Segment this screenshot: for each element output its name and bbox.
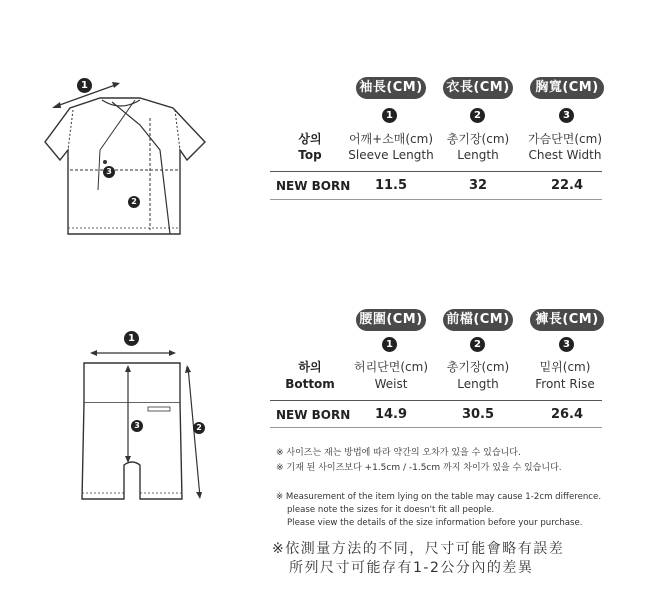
bottom-value-length: 30.5 bbox=[461, 407, 495, 422]
top-garment-illustration bbox=[40, 70, 220, 240]
note-kr-1: ※ 사이즈는 재는 방법에 따라 약간의 오차가 있을 수 있습니다. bbox=[276, 448, 521, 458]
note-cn-2: 所列尺寸可能存有1-2公分內的差異 bbox=[289, 560, 534, 576]
bottom-col-length-kr: 총기장(cm) bbox=[446, 360, 510, 374]
top-row-label-kr: 상의 bbox=[298, 132, 322, 146]
top-col-sleeve-kr: 어깨+소매(cm) bbox=[348, 132, 434, 146]
top-marker-3: 3 bbox=[103, 166, 115, 178]
top-badge-chest: 胸寬(CM) bbox=[530, 77, 604, 99]
bottom-num-1: 1 bbox=[382, 337, 397, 352]
bottom-num-2: 2 bbox=[470, 337, 485, 352]
top-col-chest-kr: 가슴단면(cm) bbox=[527, 132, 603, 146]
top-col-length-en: Length bbox=[457, 148, 499, 162]
bottom-badge-rise: 前檔(CM) bbox=[443, 309, 513, 331]
top-col-sleeve-en: Sleeve Length bbox=[348, 148, 434, 162]
bottom-marker-3: 3 bbox=[131, 420, 143, 432]
top-table-divider-top bbox=[270, 171, 602, 172]
bottom-marker-1: 1 bbox=[124, 331, 139, 346]
top-badge-sleeve: 袖長(CM) bbox=[356, 77, 426, 99]
top-col-chest-en: Chest Width bbox=[528, 148, 602, 162]
bottom-marker-2: 2 bbox=[193, 422, 205, 434]
note-en-1: ※ Measurement of the item lying on the table may cause 1-2cm difference. bbox=[276, 492, 602, 502]
bottom-badge-pants-length: 褲長(CM) bbox=[530, 309, 604, 331]
bottom-row-label-kr: 하의 bbox=[298, 360, 322, 374]
top-marker-2: 2 bbox=[128, 196, 140, 208]
top-num-2: 2 bbox=[470, 108, 485, 123]
top-value-sleeve: 11.5 bbox=[374, 178, 408, 193]
bottom-value-rise: 26.4 bbox=[550, 407, 584, 422]
bottom-col-length-en: Length bbox=[457, 377, 499, 391]
top-value-chest: 22.4 bbox=[550, 178, 584, 193]
top-marker-1: 1 bbox=[77, 78, 92, 93]
bottom-num-3: 3 bbox=[559, 337, 574, 352]
top-value-length: 32 bbox=[468, 178, 488, 193]
bottom-col-rise-kr: 밑위(cm) bbox=[539, 360, 591, 374]
note-en-2: please note the sizes for it doesn't fit all people. bbox=[287, 505, 495, 515]
bottom-table-divider-top bbox=[270, 400, 602, 401]
bottom-col-waist-en: Weist bbox=[374, 377, 408, 391]
top-row-label-en: Top bbox=[298, 148, 322, 162]
bottom-size-name: NEW BORN bbox=[276, 408, 351, 422]
note-cn-1: ※依測量方法的不同，尺寸可能會略有誤差 bbox=[272, 541, 565, 557]
note-en-3: Please view the details of the size information before your purchase. bbox=[287, 518, 583, 528]
bottom-badge-waist: 腰圍(CM) bbox=[356, 309, 426, 331]
top-size-name: NEW BORN bbox=[276, 179, 351, 193]
top-num-1: 1 bbox=[382, 108, 397, 123]
bottom-value-waist: 14.9 bbox=[374, 407, 408, 422]
bottom-table-divider-bottom bbox=[270, 427, 602, 428]
bottom-row-label-en: Bottom bbox=[285, 377, 335, 391]
top-col-length-kr: 총기장(cm) bbox=[446, 132, 510, 146]
note-kr-2: ※ 기재 된 사이즈보다 +1.5cm / -1.5cm 까지 차이가 있을 수 있습니다. bbox=[276, 463, 562, 473]
bottom-col-rise-en: Front Rise bbox=[535, 377, 595, 391]
top-badge-length: 衣長(CM) bbox=[443, 77, 513, 99]
top-table-divider-bottom bbox=[270, 199, 602, 200]
bottom-garment-illustration bbox=[78, 345, 208, 505]
top-num-3: 3 bbox=[559, 108, 574, 123]
bottom-col-waist-kr: 허리단면(cm) bbox=[353, 360, 429, 374]
